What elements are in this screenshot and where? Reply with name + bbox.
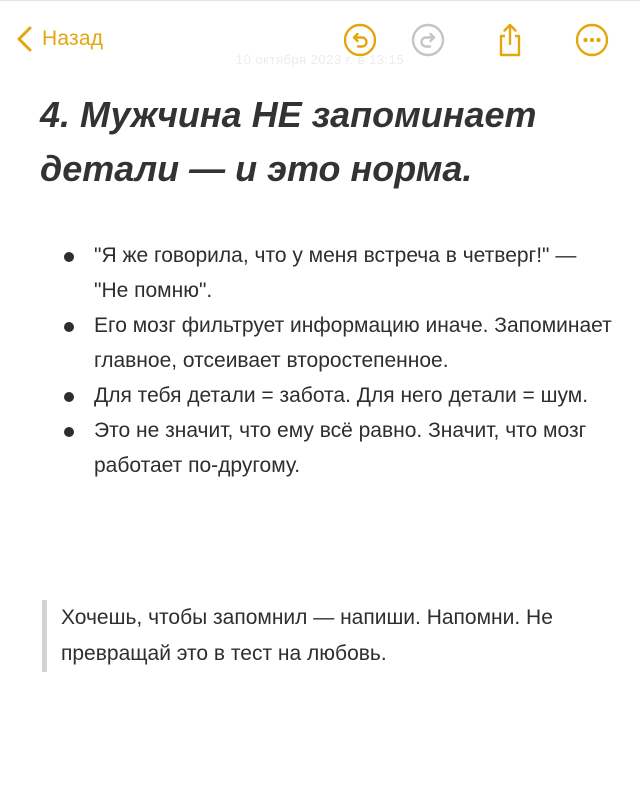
list-item-text: Его мозг фильтрует информацию иначе. Запоминает главное, отсеивает второстепенное.	[94, 314, 612, 372]
chevron-left-icon	[14, 24, 36, 54]
back-button[interactable]	[14, 24, 103, 54]
note-date: 10 октября 2023 г. в 13:15	[235, 52, 405, 67]
back-label: Назад	[42, 27, 104, 50]
list-item[interactable]	[0, 238, 640, 308]
list-item[interactable]	[0, 378, 640, 413]
bullet-dot	[64, 252, 74, 262]
quote-text: Хочешь, чтобы запомнил — напиши. Напомни. Не превращай это в тест на любовь.	[61, 606, 553, 665]
list-item-text: Это не значит, что ему всё равно. Значит, что мозг работает по-другому.	[94, 419, 587, 477]
note-toolbar	[0, 0, 640, 84]
bullet-dot	[64, 392, 74, 402]
list-item[interactable]	[0, 413, 640, 483]
block-quote[interactable]	[42, 600, 621, 672]
list-item-text: Для тебя детали = забота. Для него детали = шум.	[94, 384, 589, 407]
note-title[interactable]: 4. Мужчина НЕ запоминает детали — и это норма.	[40, 94, 537, 189]
bullet-list	[0, 238, 640, 483]
bullet-dot	[64, 322, 74, 332]
bullet-dot	[64, 427, 74, 437]
list-item[interactable]	[0, 308, 640, 378]
list-item-text: "Я же говорила, что у меня встреча в четверг!" — "Не помню".	[94, 244, 577, 302]
